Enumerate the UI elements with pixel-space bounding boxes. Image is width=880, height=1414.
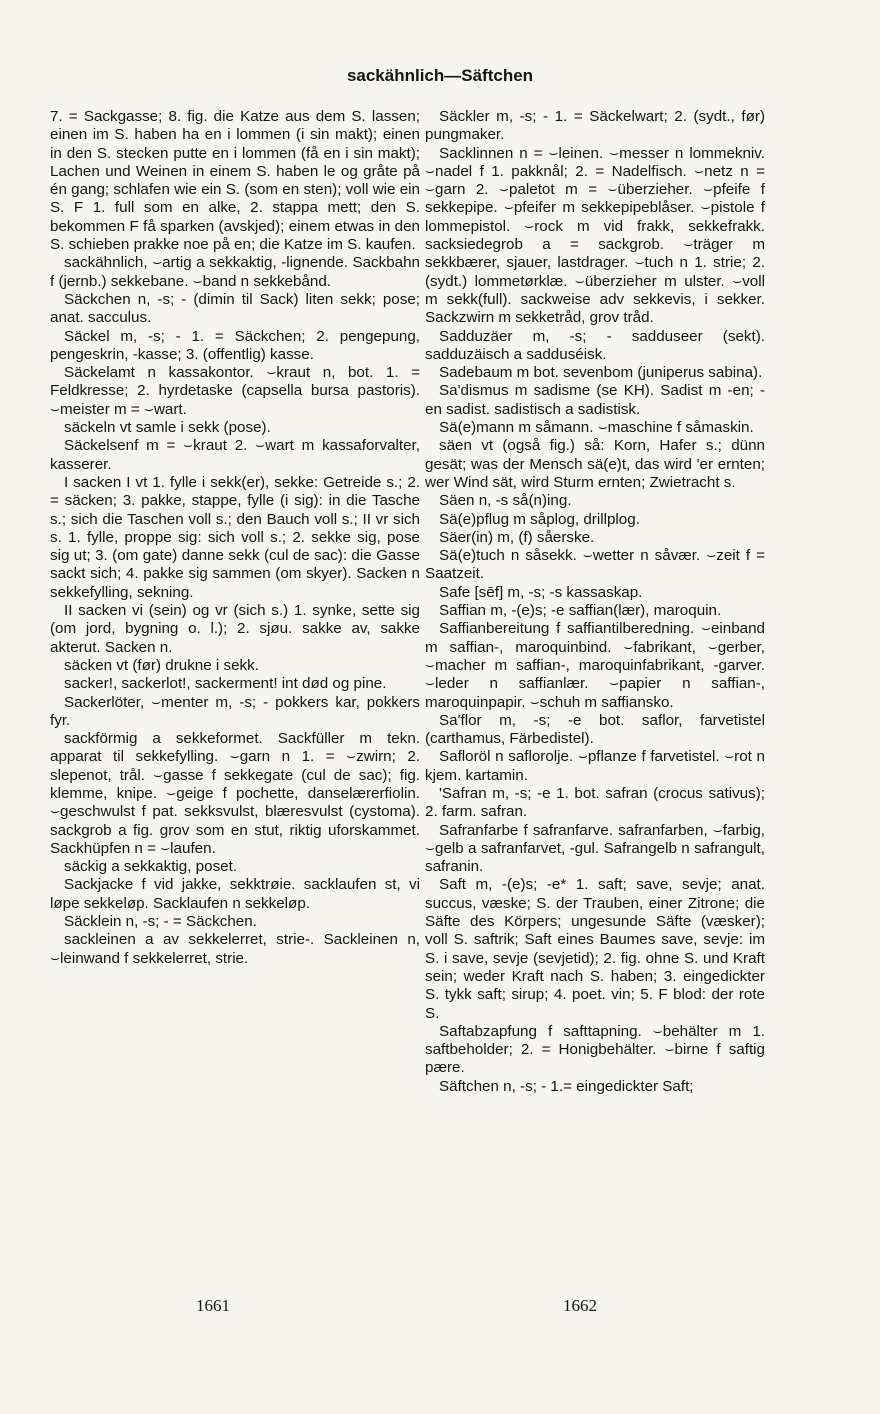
dictionary-entry: Safloröl n saflorolje. ⌣pflanze f farvetistel. ⌣rot n kjem. kartamin. <box>425 748 765 784</box>
dictionary-entry: Sä(e)mann m såmann. ⌣maschine f såmaskin. <box>439 419 754 437</box>
dictionary-entry: Säcklein n, -s; - = Säckchen. <box>64 913 257 931</box>
dictionary-entry: Saft m, -(e)s; -e* 1. saft; save, sevje; anat. succus, væske; S. der Trauben, einer Zitrone; die Säfte des Körpers; ungesunde Säfte (væsker); voll S. saftrik; Saft eines Baumes save, sevje: im S. i save, sevje (sevjetid); 2. fig. ohne S. und Kraft sein; weder Kraft nach S. haben; 3. eingedickter S. tykk saft; sirup; 4. poet. vin; 5. F blod: der rote S. <box>425 876 765 1022</box>
dictionary-entry: säckeln vt samle i sekk (pose). <box>64 419 271 437</box>
dictionary-entry: 7. = Sackgasse; 8. fig. die Katze aus dem S. lassen; einen im S. haben ha en i lommen (i sin makt); einen in den S. stecken putte en i lommen (få en i sin makt); Lachen und Weinen in einem S. haben le og gråte på én gang; schlafen wie ein S. (som en sten); voll wie ein S. F 1. full som en alke, 2. stappa mett; den S. bekommen F få sparken (avskjed); einem etwas in den S. schieben prakke noe på en; die Katze im S. kaufen. <box>50 108 420 254</box>
dictionary-entry: 'Safran m, -s; -e 1. bot. safran (crocus sativus); 2. farm. safran. <box>425 784 765 821</box>
dictionary-entry: Säckel m, -s; - 1. = Säckchen; 2. pengepung, pengeskrin, -kasse; 3. (offentlig) kasse. <box>50 327 420 363</box>
dictionary-entry: säen vt (også fig.) så: Korn, Hafer s.; dünn gesät; was der Mensch sä(e)t, das wird 'er ernten; wer Wind sät, wird Sturm ernten; Zwietracht s. <box>425 437 765 491</box>
dictionary-entry: Sa'flor m, -s; -e bot. saflor, farvetistel (carthamus, Färbedistel). <box>425 711 765 748</box>
dictionary-entry: Sa'dismus m sadisme (se KH). Sadist m -en; -en sadist. sadistisch a sadistisk. <box>425 382 765 418</box>
page-number-left: 1661 <box>196 1296 230 1315</box>
dictionary-entry: Sadebaum m bot. sevenbom (juniperus sabina). <box>439 364 763 382</box>
page-number-right: 1662 <box>563 1296 597 1315</box>
dictionary-entry: Safe [sēf] m, -s; -s kassaskap. <box>439 583 643 601</box>
left-column <box>50 108 420 968</box>
page-header: sackähnlich—Säftchen <box>346 66 534 85</box>
dictionary-entry: sackförmig a sekkeformet. Sackfüller m tekn. apparat til sekkefylling. ⌣garn n 1. = ⌣zwirn; 2. slepenot, trål. ⌣gasse f sekkegate (cul de sac); fig. klemme, knipe. ⌣geige f pochette, danselærerfiolin. ⌣geschwulst f pat. sekksvulst, blæresvulst (cystoma). sackgrob a fig. grov som en stut, riktig uforskammet. Sackhüpfen n = ⌣laufen. <box>50 730 420 857</box>
dictionary-entry: Säftchen n, -s; - 1.= eingedickter Saft; <box>439 1077 694 1095</box>
dictionary-entry: säcken vt (før) drukne i sekk. <box>64 656 259 674</box>
dictionary-entry: Sä(e)tuch n såsekk. ⌣wetter n såvær. ⌣zeit f = Saatzeit. <box>425 547 765 583</box>
dictionary-entry: II sacken vi (sein) og vr (sich s.) 1. synke, sette sig (om jord, bygning o. l.); 2. sjøu. sakke av, sakke akterut. Sacken n. <box>50 602 420 656</box>
dictionary-entry: Saffianbereitung f saffiantilberedning. ⌣einband m saffian-, maroquinbind. ⌣fabrikant, ⌣gerber, ⌣macher m saffian-, maroquinfabrikant, -garver. ⌣leder n saffianlær. ⌣papier n saffian-, maroquinpapir. ⌣schuh m saffiansko. <box>425 620 765 711</box>
dictionary-entry: Sadduzäer m, -s; - sadduseer (sekt). sadduzäisch a sadduséisk. <box>425 327 765 363</box>
dictionary-entry: I sacken I vt 1. fylle i sekk(er), sekke: Getreide s.; 2. = säcken; 3. pakke, stappe, fylle (i sig): in die Tasche s.; sich die Taschen voll s.; den Bauch voll s.; II vr sich s. 1. fylle, proppe sig: sich voll s.; 2. sekke sig, pose sig ut; 3. (om gate) danne sekk (cul de sac): die Gasse sackt sich; 4. pakke sig sammen (om skyer). Sacken n sekkefylling, sekning. <box>50 473 420 601</box>
dictionary-entry: Säen n, -s så(n)ing. <box>439 492 572 510</box>
dictionary-entry: Safranfarbe f safranfarve. safranfarben, ⌣farbig, ⌣gelb a safranfarvet, -gul. Safrangelb n safrangult, safranin. <box>425 821 765 876</box>
dictionary-entry: Sackerlöter, ⌣menter m, -s; - pokkers kar, pokkers fyr. <box>50 693 420 729</box>
dictionary-entry: sackleinen a av sekkelerret, strie-. Sackleinen n, ⌣leinwand f sekkelerret, strie. <box>50 931 420 967</box>
dictionary-entry: sacker!, sackerlot!, sackerment! int død og pine. <box>64 675 387 693</box>
dictionary-entry: säckig a sekkaktig, poset. <box>64 858 238 876</box>
right-column <box>425 108 765 1096</box>
dictionary-entry: Säckler m, -s; - 1. = Säckelwart; 2. (sydt., før) pungmaker. <box>425 108 765 144</box>
dictionary-entry: Säer(in) m, (f) såerske. <box>439 528 595 546</box>
dictionary-entry: Säckelamt n kassakontor. ⌣kraut n, bot. 1. = Feldkresse; 2. hyrdetaske (capsella bursa pastoris). ⌣meister m = ⌣wart. <box>50 364 420 418</box>
dictionary-entry: Saftabzapfung f safttapning. ⌣behälter m 1. saftbeholder; 2. = Honigbehälter. ⌣birne f saftig pære. <box>425 1022 765 1077</box>
dictionary-entry: Säckchen n, -s; - (dimin til Sack) liten sekk; pose; anat. sacculus. <box>50 290 420 327</box>
dictionary-entry: Sä(e)pflug m såplog, drillplog. <box>439 510 640 528</box>
dictionary-entry: Saffian m, -(e)s; -e saffian(lær), maroquin. <box>439 602 722 620</box>
dictionary-entry: sackähnlich, ⌣artig a sekkaktig, -lignende. Sackbahn f (jernb.) sekkebane. ⌣band n sekkebånd. <box>50 254 420 290</box>
dictionary-entry: Sackjacke f vid jakke, sekktrøie. sacklaufen st, vi løpe sekkeløp. Sacklaufen n sekkeløp. <box>50 876 420 912</box>
dictionary-entry: Sacklinnen n = ⌣leinen. ⌣messer n lommekniv. ⌣nadel f 1. pakknål; 2. = Nadelfisch. ⌣netz n = ⌣garn 2. ⌣paletot m = ⌣überzieher. ⌣pfeife f sekkepipe. ⌣pfeifer m sekkepipeblåser. ⌣pistole f lommepistol. ⌣rock m vid frakk, sekkefrakk. sacksiedegrob a = sackgrob. ⌣träger m sekkbærer, sjauer, lastdrager. ⌣tuch n 1. strie; 2. (sydt.) lommetørklæ. ⌣überzieher m ulster. ⌣voll m sekk(full). sackweise adv sekkevis, i sekker. Sackzwirn m sekketråd, grov tråd. <box>425 144 765 327</box>
dictionary-entry: Säckelsenf m = ⌣kraut 2. ⌣wart m kassaforvalter, kasserer. <box>50 437 420 473</box>
